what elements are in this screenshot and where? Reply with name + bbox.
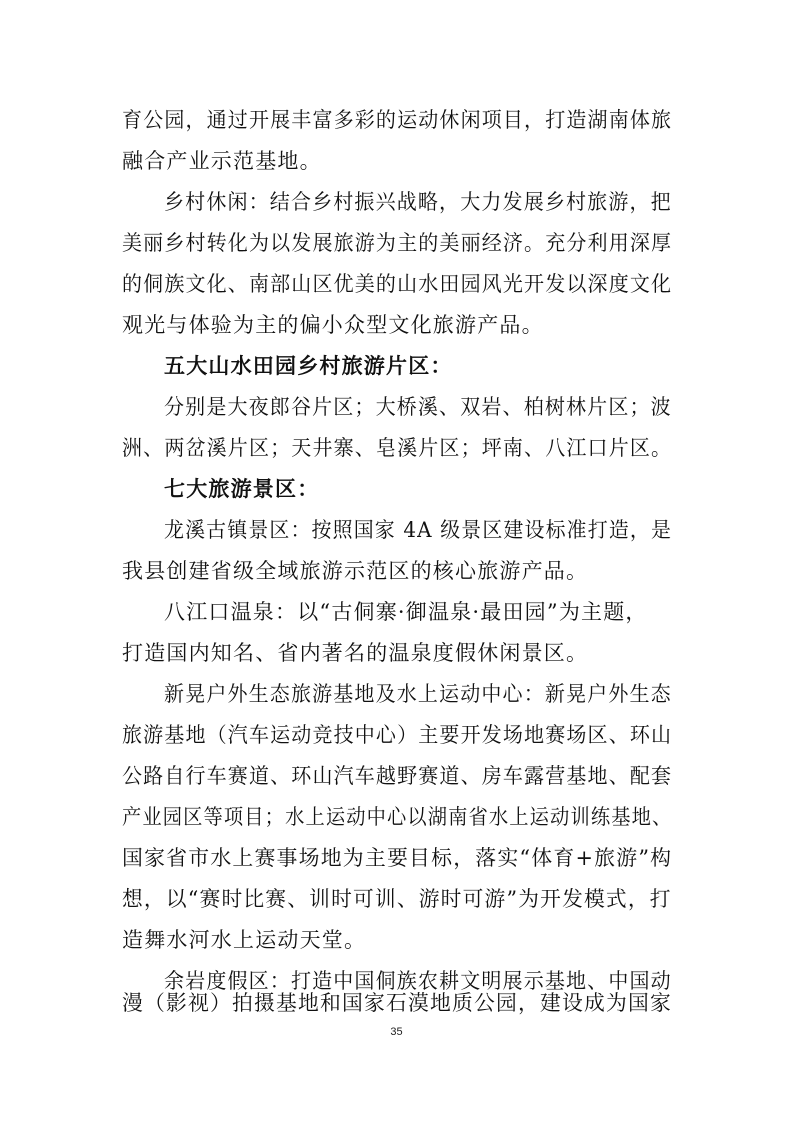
text-line: 乡村休闲：结合乡村振兴战略，大力发展乡村旅游，把 (164, 190, 672, 214)
text-line: 的侗族文化、南部山区优美的山水田园风光开发以深度文化 (122, 272, 673, 296)
text-line: 新晃户外生态旅游基地及水上运动中心：新晃户外生态 (164, 682, 672, 706)
text-line: 我县创建省级全域旅游示范区的核心旅游产品。 (122, 559, 589, 583)
text-line: 国家省市水上赛事场地为主要目标，落实“体育+旅游”构 (122, 846, 673, 870)
text-line: 观光与体验为主的偏小众型文化旅游产品。 (122, 313, 544, 337)
text-line: 打造国内知名、省内著名的温泉度假休闲景区。 (122, 641, 589, 665)
text-line: 洲、两岔溪片区；天井寨、皂溪片区；坪南、八江口片区。 (122, 436, 673, 460)
text-line: 育公园，通过开展丰富多彩的运动休闲项目，打造湖南体旅 (122, 108, 673, 132)
text-line: 融合产业示范基地。 (122, 149, 322, 173)
text-line: 龙溪古镇景区：按照国家 4A 级景区建设标准打造，是 (164, 518, 673, 542)
section-heading: 五大山水田园乡村旅游片区： (164, 354, 453, 378)
text-line: 造舞水河水上运动天堂。 (122, 928, 367, 952)
text-line: 公路自行车赛道、环山汽车越野赛道、房车露营基地、配套 (122, 764, 673, 788)
text-line: 漫（影视）拍摄基地和国家石漠地质公园，建设成为国家 (122, 991, 672, 1015)
page-number: 35 (390, 1026, 403, 1038)
text-line: 余岩度假区：打造中国侗族农耕文明展示基地、中国动 (164, 969, 672, 993)
text-line: 八江口温泉：以“古侗寨·御温泉·最田园”为主题， (164, 600, 648, 624)
text-line: 产业园区等项目；水上运动中心以湖南省水上运动训练基地、 (122, 805, 673, 829)
text-line: 想，以“赛时比赛、训时可训、游时可游”为开发模式，打 (122, 887, 672, 911)
text-line: 分别是大夜郎谷片区；大桥溪、双岩、柏树林片区；波 (164, 395, 672, 419)
text-line: 美丽乡村转化为以发展旅游为主的美丽经济。充分利用深厚 (122, 231, 673, 255)
section-heading: 七大旅游景区： (164, 477, 320, 501)
text-line: 旅游基地（汽车运动竞技中心）主要开发场地赛场区、环山 (122, 723, 673, 747)
